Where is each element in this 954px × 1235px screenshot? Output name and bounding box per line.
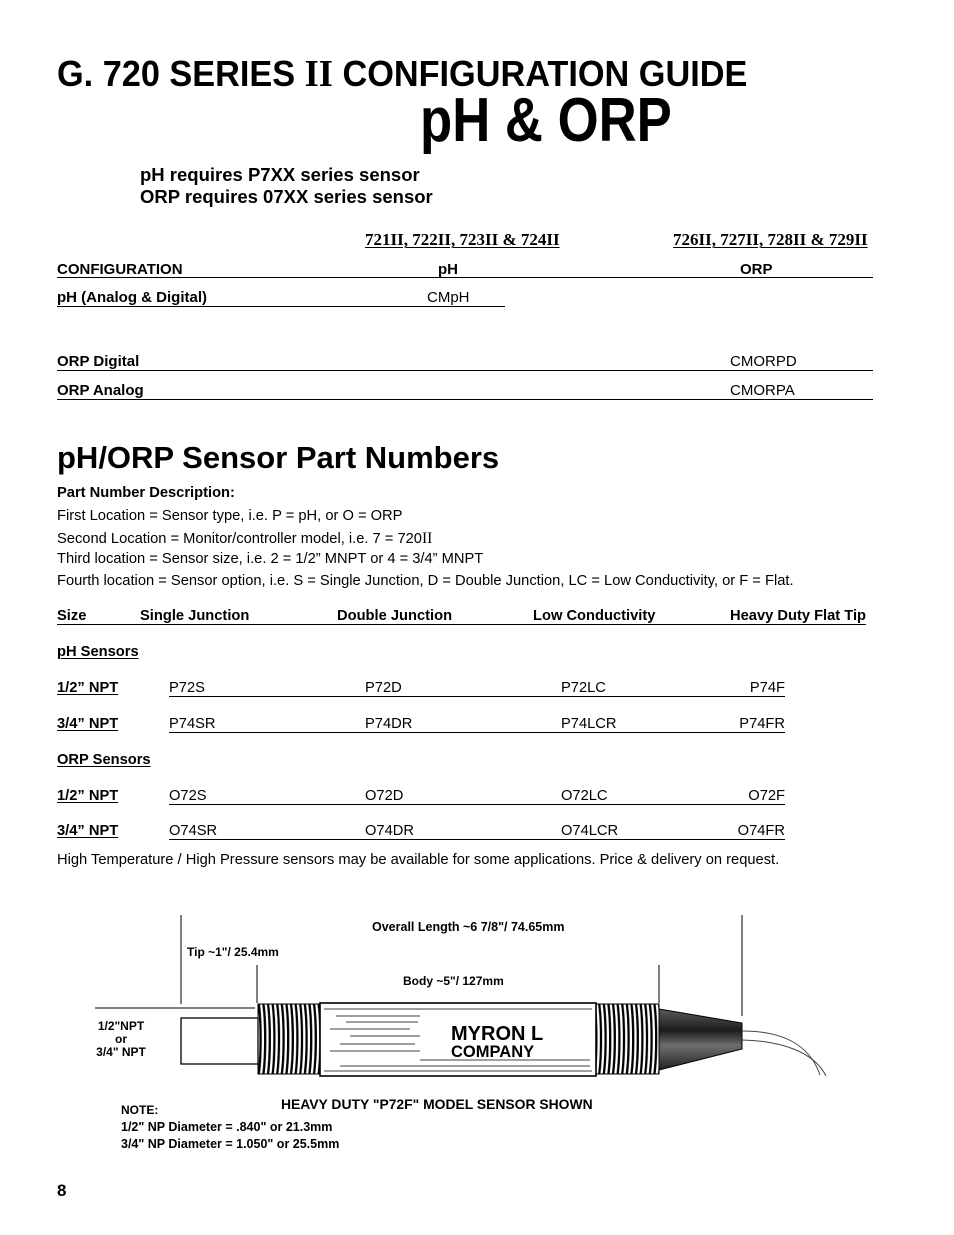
table-row [0,716,954,736]
note-title: NOTE: [121,1103,159,1117]
table-row [0,680,954,700]
footnote: High Temperature / High Pressure sensors may be available for some applications. Price & delivery on request. [57,852,780,868]
brand-name: MYRON L [451,1023,544,1045]
thread-size-label: 3/4" NPT [96,1045,146,1059]
description-line-second-roman: II [421,530,433,547]
right-thread [596,1004,659,1074]
configuration-header-rule [57,277,873,278]
sensor-cable-upper [742,1031,820,1075]
column-low-conductivity: Low Conductivity [533,608,656,624]
part-number: P74LCR [561,716,617,732]
part-number: O74DR [365,823,414,839]
part-number: P74SR [169,716,216,732]
part-number: P74F [749,680,785,696]
configuration-header-orp: ORP [740,261,773,278]
sensor-cable-lower [742,1040,826,1076]
body-length-label: Body ~5"/ 127mm [403,974,504,988]
description-line-fourth: Fourth location = Sensor option, i.e. S = Single Junction, D = Double Junction, LC = Low Conductivity, or F = Flat. [57,573,794,589]
configuration-header-label: CONFIGURATION [57,261,183,278]
configuration-row-code: CMORPD [730,353,797,370]
note-line: 3/4" NP Diameter = 1.050" or 25.5mm [121,1137,340,1151]
part-number: O74FR [737,823,785,839]
configuration-header-row [0,261,954,281]
row-rule [169,804,785,805]
part-number: P74FR [739,716,785,732]
description-line-first: First Location = Sensor type, i.e. P = pH, or O = ORP [57,508,403,524]
row-rule [169,839,785,840]
thread-size-label: or [115,1032,127,1046]
sensor-cone [659,1009,742,1070]
configuration-row-code: CMORPA [730,382,795,399]
page-title-prefix: G. 720 SERIES [57,53,305,94]
part-number: O72S [169,788,207,804]
note-line: 1/2" NP Diameter = .840" or 21.3mm [121,1120,333,1134]
row-size: 3/4” NPT [57,823,119,839]
configuration-row-rule [57,370,873,371]
configuration-row-label: ORP Digital [57,353,140,370]
configuration-row [0,353,954,373]
description-line-second [57,530,432,548]
row-rule [169,696,785,697]
column-single-junction: Single Junction [140,608,250,624]
left-thread [258,1004,320,1074]
row-size: 3/4” NPT [57,716,119,732]
ph-sensor-requirement: pH requires P7XX series sensor [140,164,420,185]
row-rule [169,732,785,733]
description-line-second-text: Second Location = Monitor/controller model, i.e. 7 = 720 [57,531,422,547]
description-line-third: Third location = Sensor size, i.e. 2 = 1/2” MNPT or 4 = 3/4” MNPT [57,551,484,567]
model-group-orp: 726II, 727II, 728II & 729II [673,230,868,249]
part-table-header [0,608,954,628]
model-group-ph: 721II, 722II, 723II & 724II [365,230,560,249]
section-heading: pH/ORP Sensor Part Numbers [57,440,500,475]
page-title-roman-numeral: II [304,53,333,95]
brand-company: COMPANY [451,1043,535,1061]
row-size: 1/2” NPT [57,680,119,696]
page-number: 8 [57,1181,67,1200]
diagram-caption: HEAVY DUTY "P72F" MODEL SENSOR SHOWN [281,1096,593,1112]
configuration-row-rule [57,306,505,307]
tip-length-label: Tip ~1"/ 25.4mm [187,945,279,959]
part-number: O74SR [169,823,218,839]
configuration-row-code: CMpH [427,289,470,306]
configuration-row-rule [57,399,873,400]
sensor-diagram [0,900,954,1160]
orp-sensor-requirement: ORP requires 07XX series sensor [140,186,433,207]
column-size: Size [57,608,87,624]
group-title-orp: ORP Sensors [57,752,151,768]
part-table-header-rule [57,624,866,625]
configuration-row-label: ORP Analog [57,382,144,399]
group-title-ph: pH Sensors [57,644,139,660]
thread-size-label: 1/2"NPT [97,1019,145,1033]
configuration-header-ph: pH [438,261,458,278]
part-number: O72D [365,788,404,804]
part-number: P74DR [365,716,413,732]
page-subtitle: pH & ORP [420,86,672,155]
part-number: P72S [169,680,205,696]
description-title: Part Number Description: [57,485,235,501]
table-row [0,823,954,843]
column-double-junction: Double Junction [337,608,453,624]
column-flat-tip: Heavy Duty Flat Tip [730,608,867,624]
page-title-suffix: CONFIGURATION GUIDE [332,53,748,94]
part-number: O74LCR [561,823,619,839]
part-number: O72LC [561,788,608,804]
table-row [0,788,954,808]
configuration-row [0,382,954,402]
sensor-tip [181,1018,258,1064]
configuration-row [0,289,954,309]
row-size: 1/2” NPT [57,788,119,804]
part-number: O72F [748,788,785,804]
configuration-row-label: pH (Analog & Digital) [57,289,207,306]
overall-length-label: Overall Length ~6 7/8"/ 74.65mm [372,920,565,934]
part-number: P72LC [561,680,606,696]
part-number: P72D [365,680,402,696]
